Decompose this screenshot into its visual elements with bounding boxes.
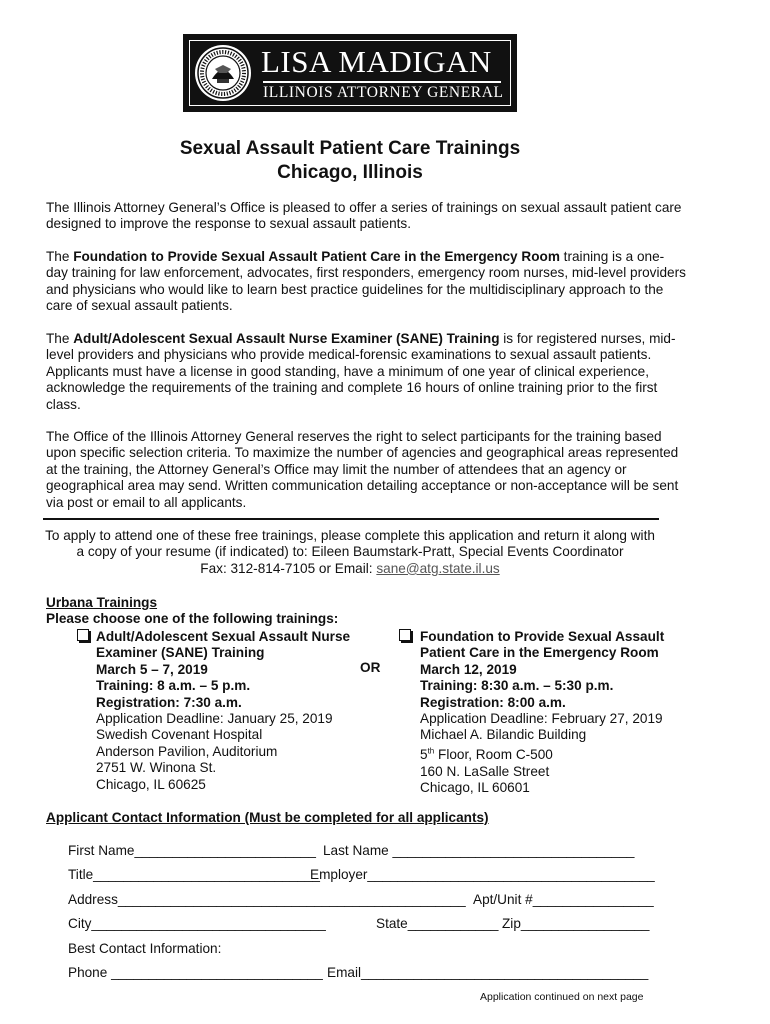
sane-registration-time: Registration: 7:30 a.m. [96,694,242,710]
apply-email-link[interactable]: sane@atg.state.il.us [376,560,500,576]
apply-fax: Fax: 312-814-7105 or Email: [200,560,377,576]
sane-bold: Adult/Adolescent Sexual Assault Nurse Examiner (SANE) Training [73,331,500,346]
foundation-dates: March 12, 2019 [420,661,517,677]
sane-title-2: Examiner (SANE) Training [96,645,265,661]
sane-title-1: Adult/Adolescent Sexual Assault Nurse [96,629,351,644]
foundation-deadline: Application Deadline: February 27, 2019 [420,711,663,727]
sane-street: 2751 W. Winona St. [96,760,217,776]
floor-rest: Floor, Room C-500 [434,747,553,763]
sane-training-checkbox[interactable] [77,629,89,641]
title-field[interactable]: Title______________________________ [68,867,320,882]
foundation-city: Chicago, IL 60601 [420,780,530,796]
foundation-pre: The [46,249,74,264]
apt-unit-field[interactable]: Apt/Unit #________________ [473,892,654,907]
banner-name: LISA MADIGAN [261,44,492,79]
apply-text: To apply to attend one of these free trainings, please complete this application and return it along with a copy of your resume (if indicated) to: Eileen Baumstark-Pratt, Special Events Coordinator [45,528,655,560]
banner-office: ILLINOIS ATTORNEY GENERAL [263,84,504,101]
foundation-street: 160 N. LaSalle Street [420,763,550,779]
banner-rule [263,81,501,83]
document-title: Sexual Assault Patient Care Trainings [179,138,521,159]
contact-heading: Applicant Contact Information (Must be completed for all applicants) [46,810,489,825]
last-name-field[interactable]: Last Name ________________________________ [323,843,635,858]
apply-instructions [40,528,660,577]
section-divider [43,518,659,520]
intro-paragraph: The Illinois Attorney General’s Office is pleased to offer a series of trainings on sexual assault patient care designed to improve the response to sexual assault patients. [46,200,682,232]
floor-number: 5 [420,747,428,763]
foundation-post: training is a one-day training for law enforcement, advocates, first responders, emergency room nurses, mid-level providers and physicians who would like to learn best practice guidelines for the multidisciplinary approach to the care of sexual assault patients. [46,249,686,314]
sane-venue-1: Swedish Covenant Hospital [96,727,263,743]
foundation-training-checkbox[interactable] [399,629,411,641]
trainings-choose: Please choose one of the following trainings: [46,611,339,626]
best-contact-label: Best Contact Information: [68,941,222,956]
employer-field[interactable]: Employer______________________________________ [310,867,655,882]
foundation-bold: Foundation to Provide Sexual Assault Patient Care in the Emergency Room [73,249,560,264]
sane-post: is for registered nurses, mid-level providers and physicians who provide medical-forensic examinations to sexual assault patients. Applicants must have a license in good standing, have a minimum of one year of clinical experience, acknowledge the requirements of the training and complete 16 hours of online training prior to the first class. [46,331,676,412]
continued-note: Application continued on next page [480,991,644,1003]
selection-paragraph: The Office of the Illinois Attorney General reserves the right to select participants for the training based upon specific selection criteria. To maximize the number of agencies and geographical areas represented at the training, the Attorney General’s Office may limit the number of attendees that an agency or geographical area may send. Written communication detailing acceptance or non-acceptance will be sent via post or email to all applicants. [46,429,679,510]
sane-dates: March 5 – 7, 2019 [96,661,208,677]
sane-deadline: Application Deadline: January 25, 2019 [96,711,333,727]
foundation-title-2: Patient Care in the Emergency Room [420,645,659,661]
first-name-field[interactable]: First Name________________________ [68,843,316,858]
or-label: OR [360,660,381,675]
address-field[interactable]: Address______________________________________________ [68,892,466,907]
sane-city: Chicago, IL 60625 [96,776,206,792]
city-field[interactable]: City_______________________________ [68,916,326,931]
state-seal-icon [193,43,253,103]
foundation-venue-1: Michael A. Bilandic Building [420,727,587,743]
foundation-title-1: Foundation to Provide Sexual Assault [420,629,665,644]
phone-field[interactable]: Phone ____________________________ [68,965,323,980]
zip-field[interactable]: Zip_________________ [502,916,650,931]
foundation-registration-time: Registration: 8:00 a.m. [420,694,566,710]
header-banner [183,34,517,112]
email-field[interactable]: Email______________________________________ [327,965,649,980]
sane-venue-2: Anderson Pavilion, Auditorium [96,743,278,759]
state-field[interactable]: State____________ [376,916,499,931]
foundation-training-time: Training: 8:30 a.m. – 5:30 p.m. [420,678,614,694]
floor-suffix: th [427,746,435,756]
sane-training-details [96,629,350,793]
sane-training-time: Training: 8 a.m. – 5 p.m. [96,678,251,694]
sane-paragraph [46,331,686,413]
foundation-training-details [420,629,664,797]
trainings-heading: Urbana Trainings [46,595,158,610]
document-subtitle: Chicago, Illinois [277,162,423,183]
sane-pre: The [46,331,74,346]
foundation-paragraph [46,249,686,315]
foundation-floor [420,747,553,762]
